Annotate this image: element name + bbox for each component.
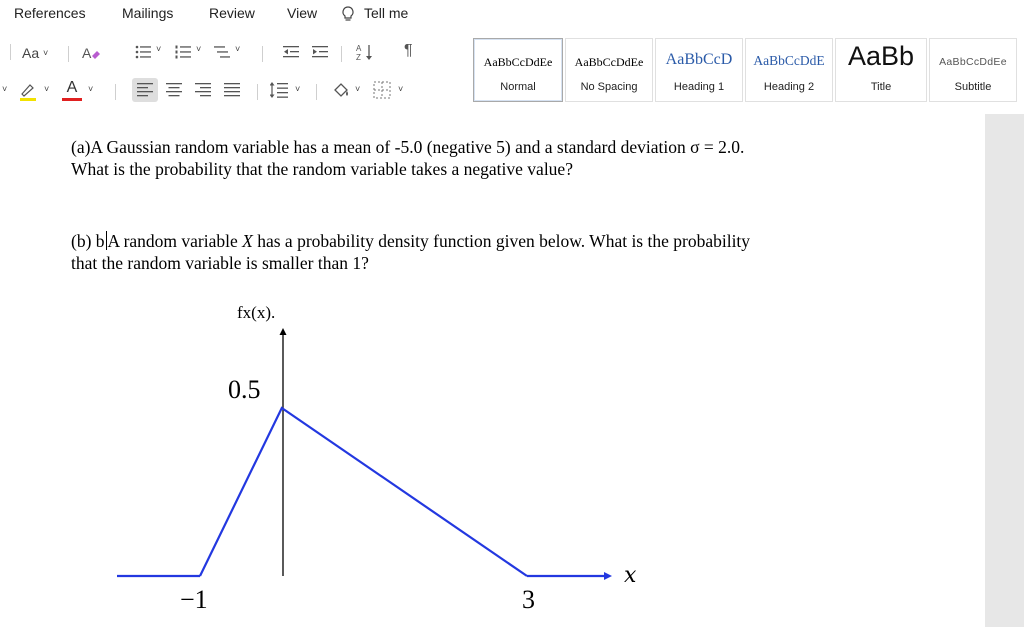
style-preview: AaBbCcDdEe <box>483 55 553 69</box>
shading-icon[interactable] <box>332 81 350 99</box>
style-name: Subtitle <box>954 81 992 93</box>
separator <box>341 46 342 62</box>
change-case-button[interactable]: Aa ˅ <box>22 45 49 61</box>
style-name: Heading 2 <box>763 81 815 93</box>
style-preview: AaBb <box>847 41 915 71</box>
clear-formatting-icon[interactable] <box>80 43 102 63</box>
chevron-down-icon[interactable]: ˅ <box>156 44 162 54</box>
svg-text:Z: Z <box>356 53 361 61</box>
font-color-letter: A <box>66 79 78 96</box>
tell-me-search[interactable]: Tell me <box>364 5 409 21</box>
tab-view[interactable]: View <box>287 5 318 21</box>
style-name: No Spacing <box>580 81 638 93</box>
align-center-icon[interactable] <box>166 82 182 98</box>
style-preview: AaBbCcD <box>665 51 733 68</box>
chevron-down-icon[interactable]: ˅ <box>355 84 361 94</box>
chevron-down-icon[interactable]: ˅ <box>295 84 301 94</box>
document-canvas <box>0 114 1024 627</box>
style-title[interactable] <box>835 38 927 102</box>
ribbon-tab-bar <box>0 0 1024 28</box>
style-preview: AaBbCcDdE <box>753 53 825 68</box>
style-no-spacing[interactable] <box>565 38 653 102</box>
separator <box>262 46 263 62</box>
font-color-swatch <box>62 98 82 101</box>
style-preview: AaBbCcDdEe <box>574 55 644 69</box>
document-page[interactable] <box>0 114 985 627</box>
svg-text:A: A <box>82 45 92 61</box>
chevron-down-icon[interactable]: ˅ <box>88 84 94 94</box>
question-a-line-2: What is the probability that the random variable takes a negative value? <box>71 159 573 179</box>
question-b-line-2: that the random variable is smaller than 1? <box>71 253 369 273</box>
pdf-curve <box>200 408 527 576</box>
style-subtitle[interactable] <box>929 38 1017 102</box>
style-name: Heading 1 <box>673 81 725 93</box>
question-b-text: has a probability density function given below. What is the probability <box>252 231 751 251</box>
chevron-down-icon[interactable]: ˅ <box>398 84 404 94</box>
chevron-down-icon[interactable]: ˅ <box>196 44 202 54</box>
tab-references[interactable]: References <box>14 5 86 21</box>
question-b-text: A random variable <box>107 231 243 251</box>
chevron-down-icon[interactable]: ˅ <box>235 44 241 54</box>
separator <box>316 84 317 100</box>
peak-value-label: 0.5 <box>228 375 261 404</box>
justify-icon[interactable] <box>224 82 240 98</box>
chevron-down-icon[interactable]: ˅ <box>44 84 50 94</box>
highlight-icon[interactable] <box>16 80 38 102</box>
bullets-icon[interactable] <box>135 44 151 60</box>
style-name: Normal <box>500 81 536 93</box>
svg-text:A: A <box>356 44 362 53</box>
decrease-indent-icon[interactable] <box>283 44 299 60</box>
style-heading-1[interactable] <box>655 38 743 102</box>
x-tick-left-label: −1 <box>180 585 208 614</box>
style-normal[interactable] <box>473 38 563 102</box>
pdf-figure <box>0 114 985 627</box>
change-case-label: Aa <box>22 45 40 61</box>
style-heading-2[interactable] <box>745 38 833 102</box>
x-tick-right-label: 3 <box>522 585 535 614</box>
borders-icon[interactable] <box>372 80 392 100</box>
style-name: Title <box>870 81 892 93</box>
tab-mailings[interactable]: Mailings <box>122 5 174 21</box>
pilcrow-icon[interactable]: ¶ <box>404 42 413 59</box>
numbering-icon[interactable] <box>175 44 191 60</box>
tab-review[interactable]: Review <box>209 5 255 21</box>
figure-ylabel: fx(x). <box>237 303 276 322</box>
separator <box>68 46 69 62</box>
x-axis-label: x <box>624 563 637 588</box>
separator <box>115 84 116 100</box>
styles-gallery <box>471 38 1017 102</box>
chevron-down-icon[interactable]: ˅ <box>2 84 8 94</box>
question-a-line-1: (a)A Gaussian random variable has a mean of -5.0 (negative 5) and a standard deviation σ = 2.0. <box>71 137 745 157</box>
separator <box>257 84 258 100</box>
increase-indent-icon[interactable] <box>312 44 328 60</box>
x-axis-arrowhead <box>604 572 612 580</box>
separator-icon <box>4 44 16 60</box>
align-left-icon[interactable] <box>132 78 158 102</box>
style-preview: AaBbCcDdEe <box>939 56 1007 68</box>
random-variable-symbol: X <box>242 231 253 251</box>
align-right-icon[interactable] <box>195 82 211 98</box>
multilevel-list-icon[interactable] <box>214 44 230 60</box>
lightbulb-icon[interactable] <box>340 5 356 23</box>
y-axis-arrowhead <box>280 328 287 335</box>
line-spacing-icon[interactable] <box>270 81 288 99</box>
font-color-button[interactable] <box>60 78 84 102</box>
sort-icon[interactable] <box>356 42 374 62</box>
question-b-prefix: (b) b <box>71 231 105 251</box>
